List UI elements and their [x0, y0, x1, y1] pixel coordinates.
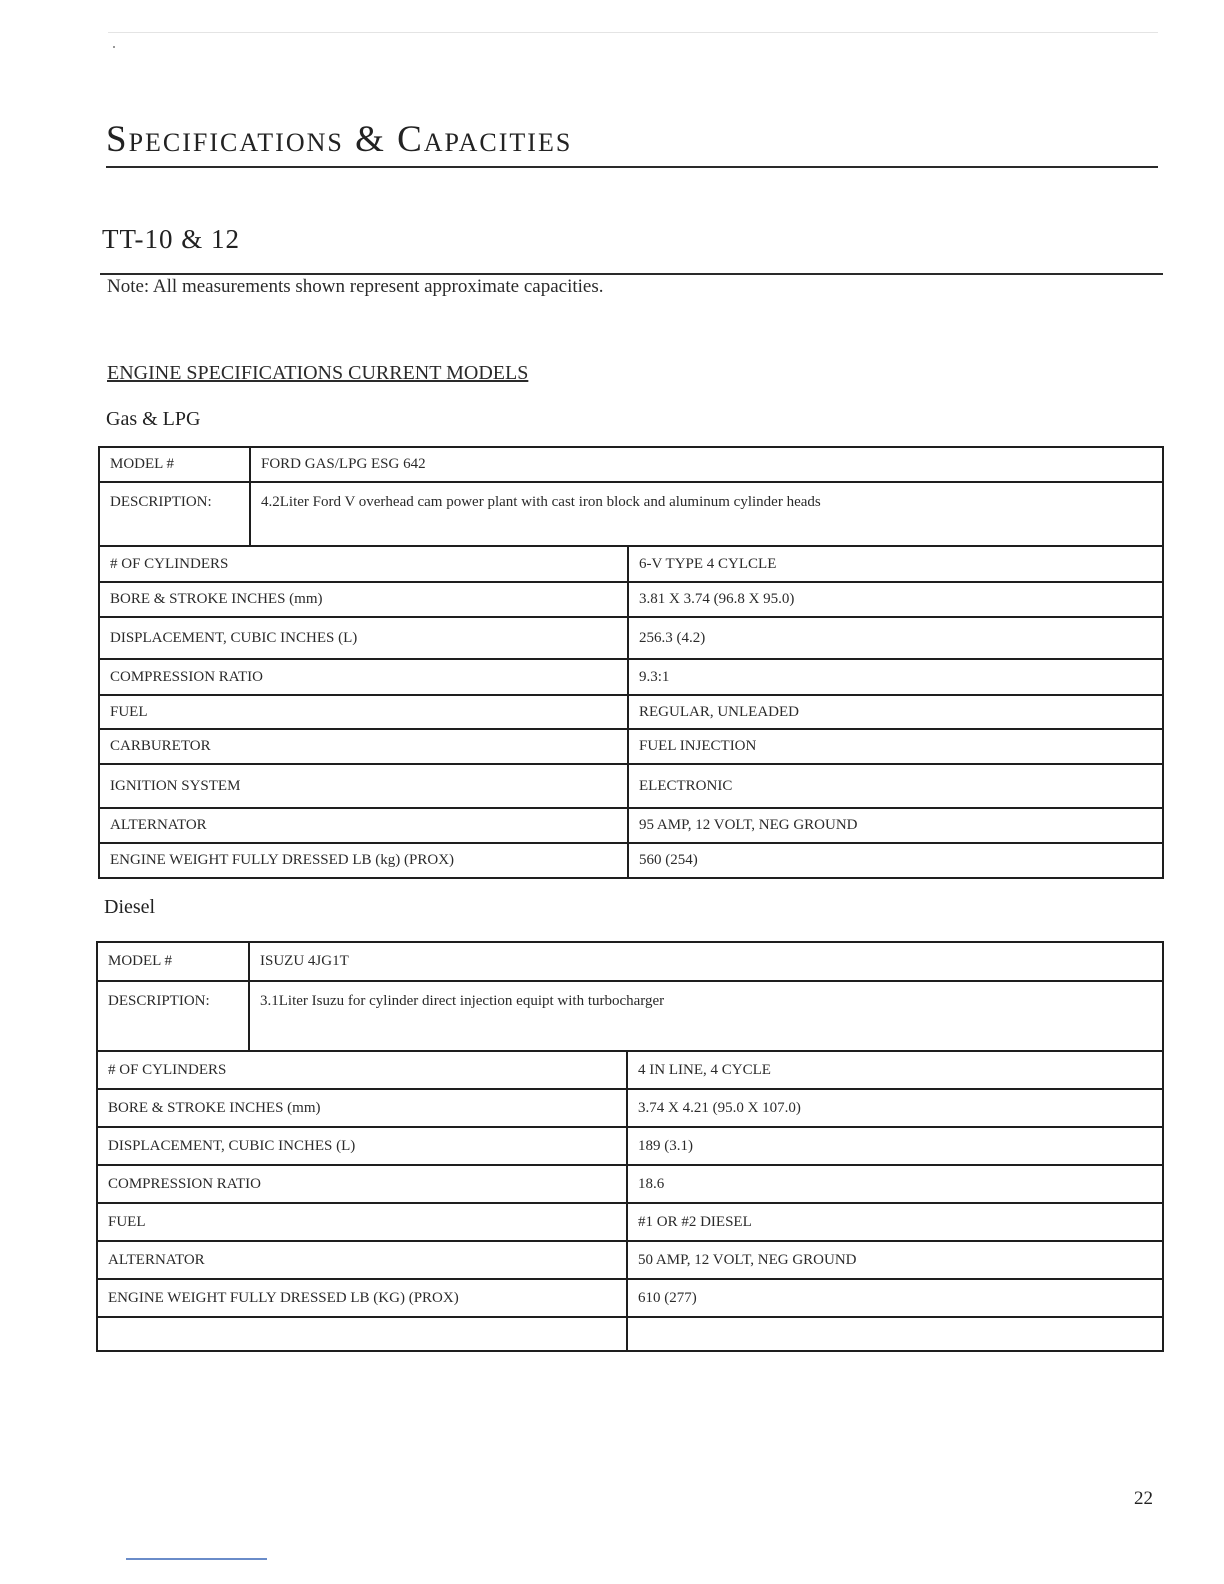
table-row	[99, 695, 1163, 729]
gas-heading: Gas & LPG	[106, 408, 201, 430]
spec-value: 3.81 X 3.74 (96.8 X 95.0)	[628, 582, 1163, 617]
spec-value: ELECTRONIC	[628, 764, 1163, 808]
spec-value: REGULAR, UNLEADED	[628, 695, 1163, 729]
spec-label: ENGINE WEIGHT FULLY DRESSED LB (kg) (PROX)	[99, 843, 628, 878]
spec-value: 610 (277)	[627, 1279, 1163, 1317]
section-heading: ENGINE SPECIFICATIONS CURRENT MODELS	[107, 362, 529, 384]
model-subtitle: TT-10 & 12	[102, 224, 240, 254]
table-row	[97, 1279, 1163, 1317]
spec-label: # OF CYLINDERS	[97, 1051, 627, 1089]
description-label: DESCRIPTION:	[97, 981, 249, 1051]
spec-value	[627, 1317, 1163, 1351]
spec-label: FUEL	[99, 695, 628, 729]
title-rule	[106, 166, 1158, 168]
spec-value: 6-V TYPE 4 CYLCLE	[628, 546, 1163, 582]
table-row	[99, 843, 1163, 878]
spec-value: 95 AMP, 12 VOLT, NEG GROUND	[628, 808, 1163, 843]
spec-value: 560 (254)	[628, 843, 1163, 878]
spec-label: ALTERNATOR	[97, 1241, 627, 1279]
table-row	[99, 482, 1163, 546]
scan-speck	[113, 46, 115, 48]
subtitle-rule	[100, 273, 1163, 275]
table-row	[99, 729, 1163, 764]
spec-label: DISPLACEMENT, CUBIC INCHES (L)	[99, 617, 628, 659]
table-row	[99, 764, 1163, 808]
table-row	[99, 659, 1163, 695]
description-label: DESCRIPTION:	[99, 482, 250, 546]
table-row	[97, 1127, 1163, 1165]
page-number: 22	[1134, 1488, 1153, 1509]
spec-label: BORE & STROKE INCHES (mm)	[97, 1089, 627, 1127]
table-row	[97, 1165, 1163, 1203]
scan-artifact-bar	[126, 1558, 267, 1560]
page-title: Specifications & Capacities	[106, 119, 573, 160]
spec-value: 3.74 X 4.21 (95.0 X 107.0)	[627, 1089, 1163, 1127]
model-label: MODEL #	[99, 447, 250, 482]
gas-spec-table	[98, 446, 1164, 879]
spec-label: COMPRESSION RATIO	[99, 659, 628, 695]
table-row	[97, 981, 1163, 1051]
spec-label: IGNITION SYSTEM	[99, 764, 628, 808]
spec-value: #1 OR #2 DIESEL	[627, 1203, 1163, 1241]
capacity-note: Note: All measurements shown represent approximate capacities.	[107, 276, 604, 297]
spec-label: ENGINE WEIGHT FULLY DRESSED LB (KG) (PROX)	[97, 1279, 627, 1317]
model-label: MODEL #	[97, 942, 249, 981]
scan-artifact-line	[108, 32, 1158, 33]
spec-value: 9.3:1	[628, 659, 1163, 695]
table-row	[97, 1089, 1163, 1127]
table-row	[99, 582, 1163, 617]
model-value: FORD GAS/LPG ESG 642	[250, 447, 1163, 482]
spec-label: FUEL	[97, 1203, 627, 1241]
table-row	[99, 447, 1163, 482]
spec-label: CARBURETOR	[99, 729, 628, 764]
model-value: ISUZU 4JG1T	[249, 942, 1163, 981]
description-value: 4.2Liter Ford V overhead cam power plant with cast iron block and aluminum cylinder heads	[250, 482, 1163, 546]
spec-value: FUEL INJECTION	[628, 729, 1163, 764]
spec-label: BORE & STROKE INCHES (mm)	[99, 582, 628, 617]
spec-label: ALTERNATOR	[99, 808, 628, 843]
table-row	[97, 1051, 1163, 1089]
spec-value: 50 AMP, 12 VOLT, NEG GROUND	[627, 1241, 1163, 1279]
table-row	[99, 546, 1163, 582]
spec-label: COMPRESSION RATIO	[97, 1165, 627, 1203]
spec-label	[97, 1317, 627, 1351]
spec-label: # OF CYLINDERS	[99, 546, 628, 582]
spec-value: 18.6	[627, 1165, 1163, 1203]
table-row	[97, 1203, 1163, 1241]
spec-value: 189 (3.1)	[627, 1127, 1163, 1165]
spec-label: DISPLACEMENT, CUBIC INCHES (L)	[97, 1127, 627, 1165]
spec-value: 256.3 (4.2)	[628, 617, 1163, 659]
diesel-heading: Diesel	[104, 896, 156, 918]
table-row	[97, 1317, 1163, 1351]
table-row	[99, 617, 1163, 659]
table-row	[97, 942, 1163, 981]
table-row	[99, 808, 1163, 843]
table-row	[97, 1241, 1163, 1279]
description-value: 3.1Liter Isuzu for cylinder direct injection equipt with turbocharger	[249, 981, 1163, 1051]
spec-value: 4 IN LINE, 4 CYCLE	[627, 1051, 1163, 1089]
diesel-spec-table	[96, 941, 1164, 1352]
